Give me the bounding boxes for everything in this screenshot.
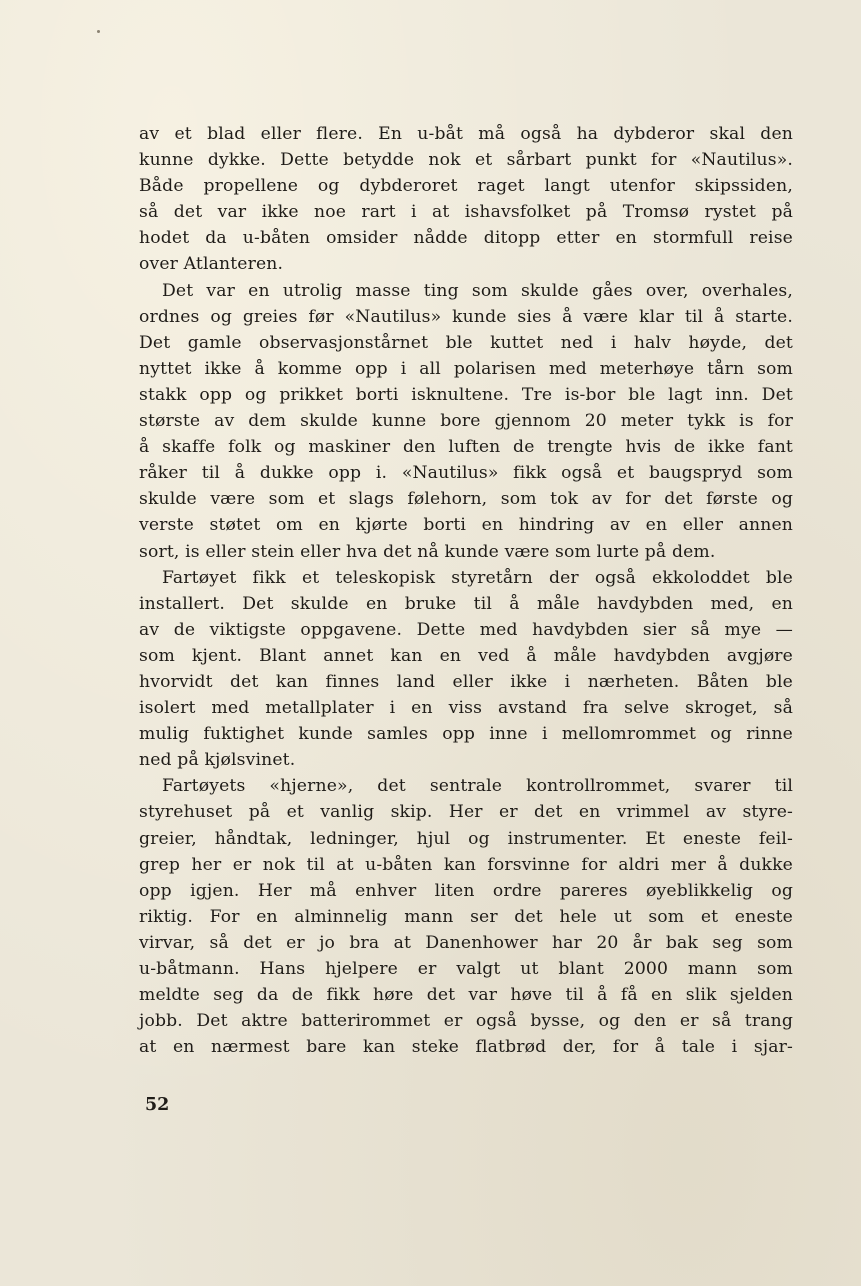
text-line: installert. Det skulde en bruke til å måle havdybden med, en: [139, 593, 793, 614]
text-line: kunne dykke. Dette betydde nok et sårbart punkt for «Nautilus».: [139, 150, 793, 171]
text-line: ordnes og greies før «Nautilus» kunde sies å være klar til å starte.: [139, 306, 793, 327]
text-line: som kjent. Blant annet kan en ved å måle havdybden avgjøre: [139, 645, 793, 666]
text-line: av de viktigste oppgavene. Dette med havdybden sier så mye —: [139, 619, 793, 640]
text-line: Fartøyets «hjerne», det sentrale kontrollrommet, svarer til: [162, 776, 793, 797]
text-line: u-båtmann. Hans hjelpere er valgt ut blant 2000 mann som: [139, 959, 793, 979]
text-line: Det gamle observasjonstårnet ble kuttet ned i halv høyde, det: [139, 332, 793, 353]
text-line: Både propellene og dybderoret raget langt utenfor skipssiden,: [139, 176, 793, 197]
text-line: sort, is eller stein eller hva det nå kunde være som lurte på dem.: [139, 541, 716, 562]
text-line: riktig. For en alminnelig mann ser det hele ut som et eneste: [139, 906, 793, 927]
text-line: av et blad eller flere. En u-båt må også ha dybderor skal den: [139, 124, 793, 144]
paper-speck: [97, 30, 100, 33]
text-line: virvar, så det er jo bra at Danenhower har 20 år bak seg som: [139, 932, 793, 953]
text-line: skulde være som et slags følehorn, som tok av for det første og: [139, 489, 793, 510]
text-line: verste støtet om en kjørte borti en hindring av en eller annen: [139, 515, 793, 536]
body-text: [139, 121, 793, 1060]
text-line: greier, håndtak, ledninger, hjul og instrumenter. Et eneste feil-: [139, 828, 793, 849]
text-line: at en nærmest bare kan steke flatbrød der, for å tale i sjar-: [139, 1037, 793, 1058]
text-line: jobb. Det aktre batterirommet er også bysse, og den er så trang: [139, 1011, 793, 1032]
text-line: Det var en utrolig masse ting som skulde gåes over, overhales,: [162, 280, 793, 301]
text-line: hodet da u-båten omsider nådde ditopp etter en stormfull reise: [139, 228, 793, 249]
text-line: å skaffe folk og maskiner den luften de trengte hvis de ikke fant: [139, 437, 793, 458]
text-line: ned på kjølsvinet.: [139, 750, 296, 771]
text-line: meldte seg da de fikk høre det var høve til å få en slik sjelden: [139, 985, 793, 1006]
text-line: stakk opp og prikket borti isknultene. Tre is-bor ble lagt inn. Det: [139, 384, 793, 405]
text-line: råker til å dukke opp i. «Nautilus» fikk også et baugspryd som: [139, 463, 793, 484]
text-line: Fartøyet fikk et teleskopisk styretårn der også ekkoloddet ble: [162, 567, 793, 588]
text-line: så det var ikke noe rart i at ishavsfolket på Tromsø rystet på: [139, 202, 793, 223]
text-line: styrehuset på et vanlig skip. Her er det en vrimmel av styre-: [139, 802, 793, 823]
text-line: isolert med metallplater i en viss avstand fra selve skroget, så: [139, 698, 793, 719]
text-line: største av dem skulde kunne bore gjennom 20 meter tykk is for: [139, 411, 793, 432]
page-number: 52: [145, 1095, 170, 1115]
text-line: opp igjen. Her må enhver liten ordre pareres øyeblikkelig og: [139, 880, 793, 901]
text-line: nyttet ikke å komme opp i all polarisen med meterhøye tårn som: [139, 358, 793, 379]
text-line: grep her er nok til at u-båten kan forsvinne for aldri mer å dukke: [139, 854, 793, 875]
text-line: hvorvidt det kan finnes land eller ikke i nærheten. Båten ble: [139, 671, 793, 692]
text-line: over Atlanteren.: [139, 254, 284, 275]
text-line: mulig fuktighet kunde samles opp inne i mellomrommet og rinne: [139, 724, 793, 745]
